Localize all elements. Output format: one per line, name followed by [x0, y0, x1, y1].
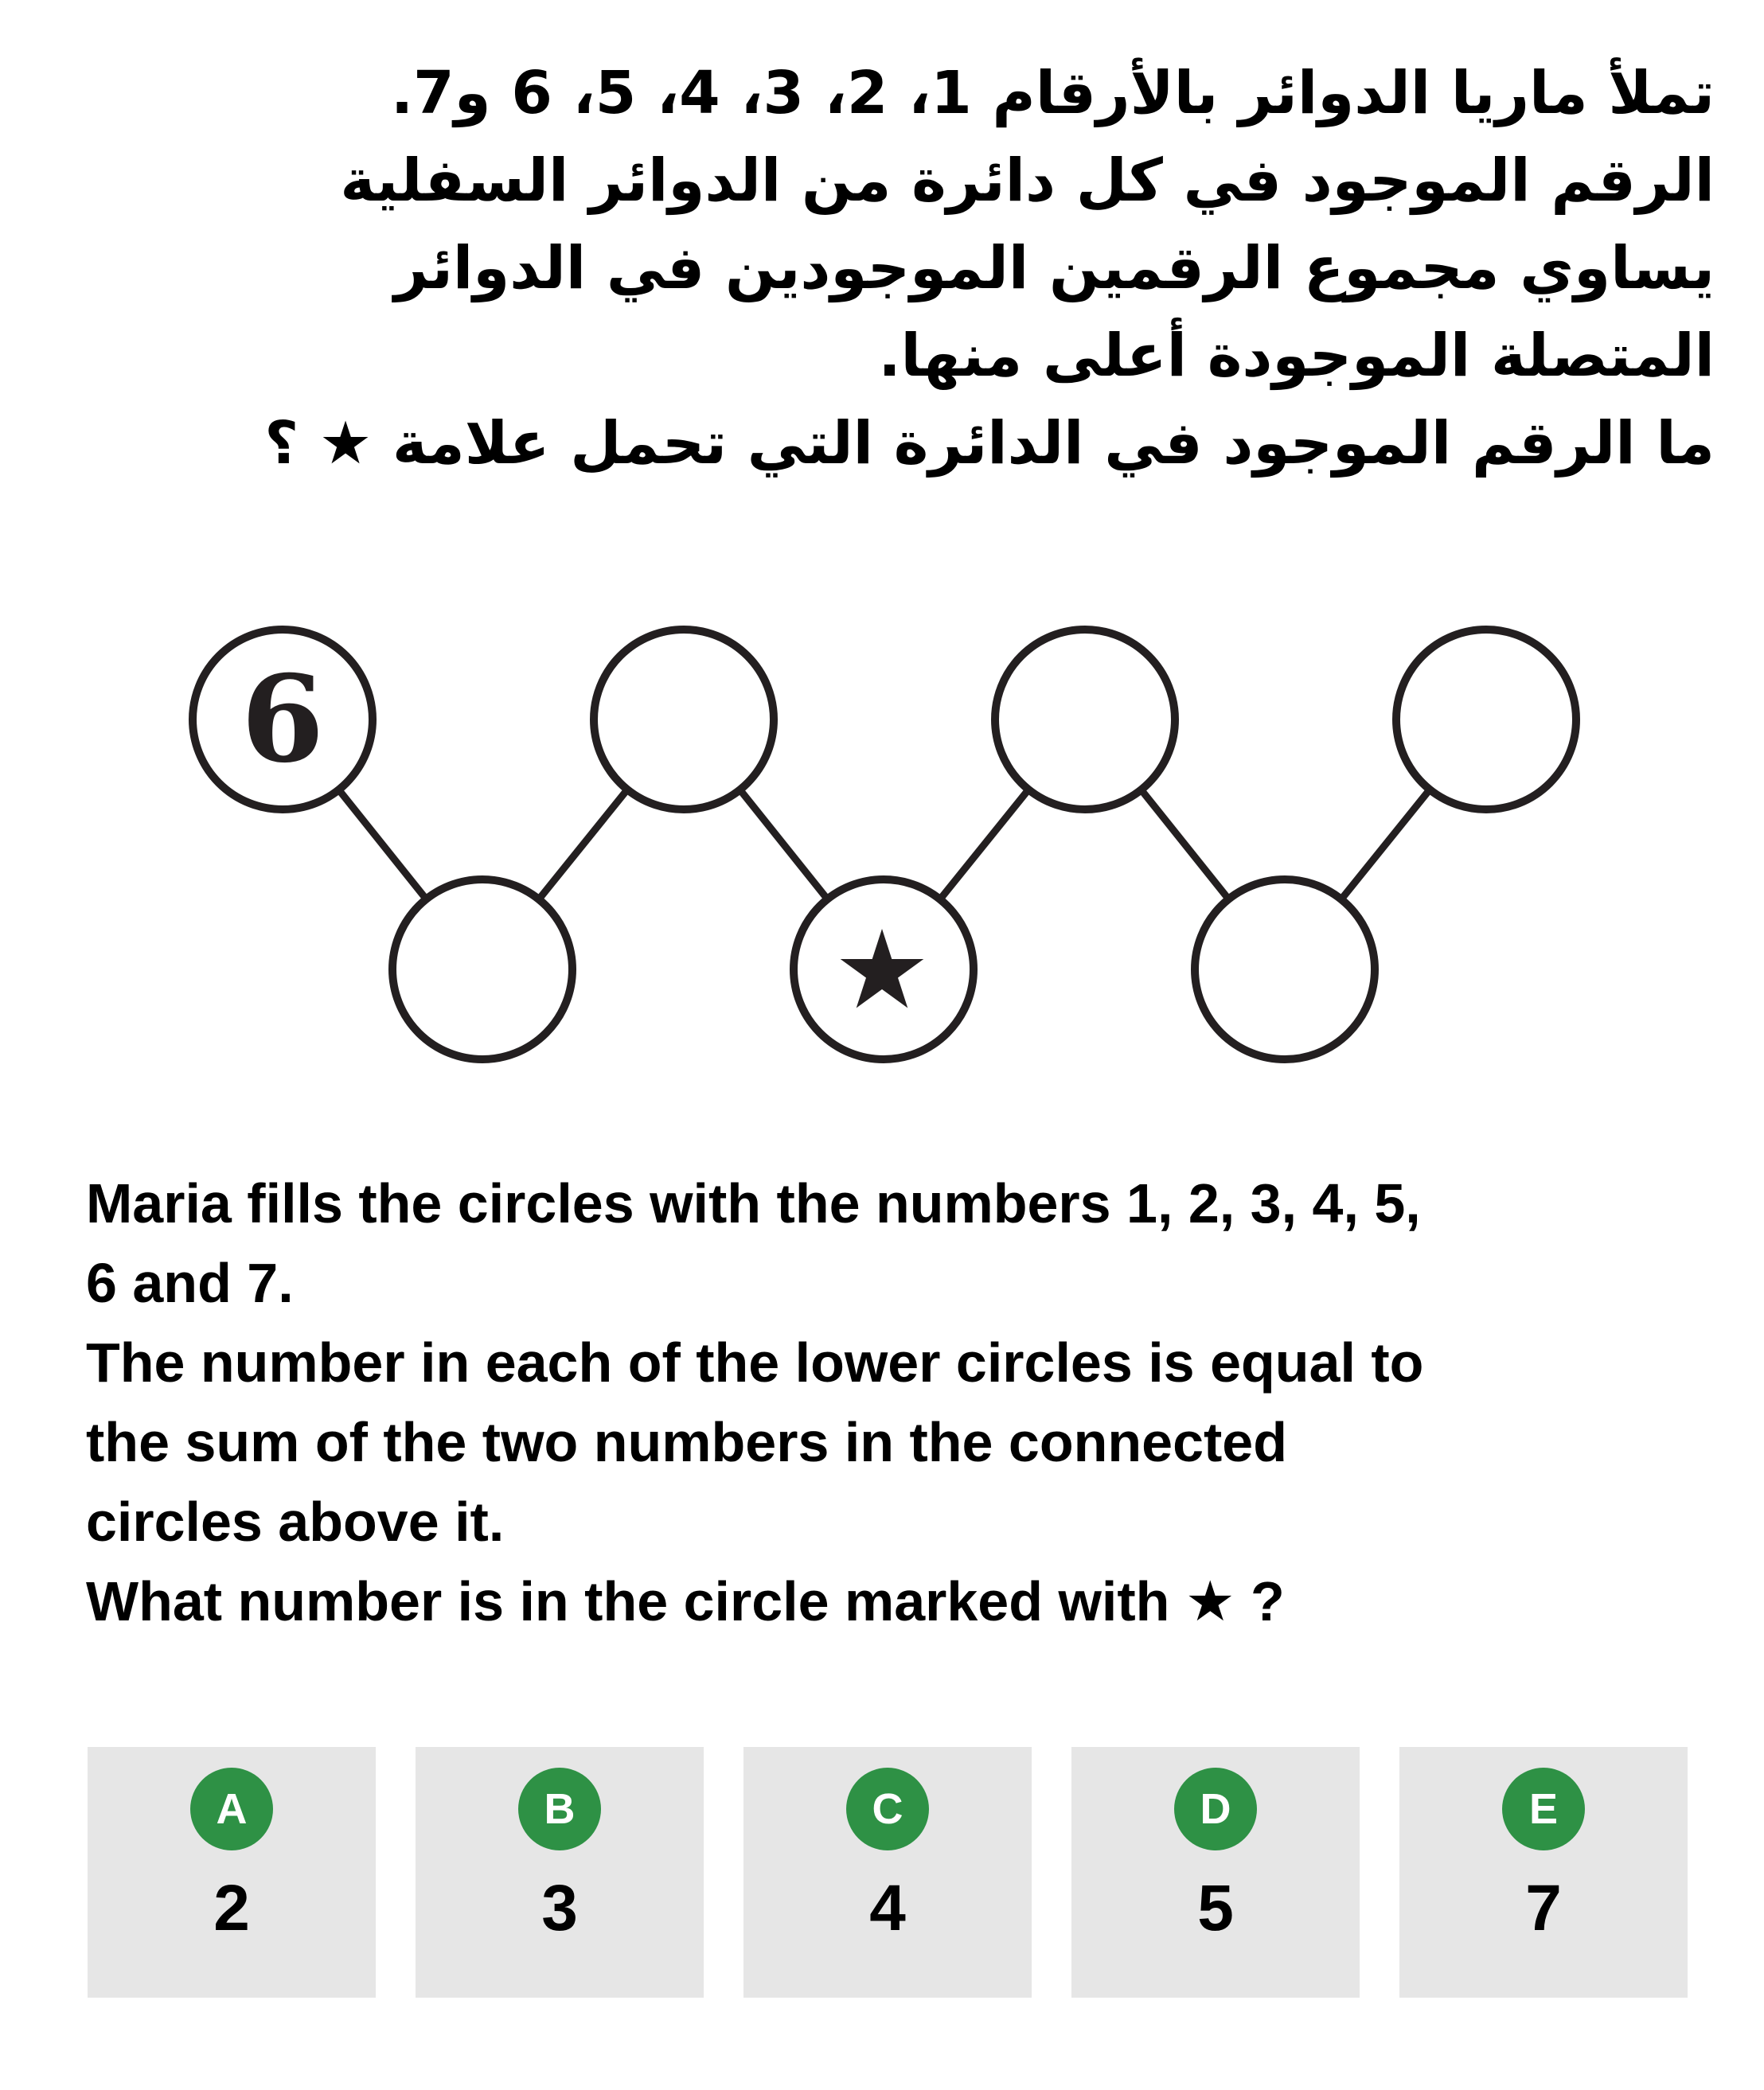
english-problem-text — [86, 1164, 1716, 1641]
bottom-1-circle — [392, 879, 572, 1059]
option-box-b[interactable] — [416, 1747, 704, 1998]
option-value-c: 4 — [869, 1872, 906, 1944]
option-letter-badge-d: D — [1174, 1768, 1257, 1850]
english-text-line: circles above it. — [86, 1491, 505, 1553]
arabic-text-line: ما الرقم الموجود في الدائرة التي تحمل علامة ★ ؟ — [264, 409, 1715, 478]
english-text-line: What number is in the circle marked with ★ ? — [86, 1570, 1285, 1632]
option-value-b: 3 — [541, 1872, 578, 1944]
option-value-a: 2 — [213, 1872, 250, 1944]
answer-options-row — [88, 1747, 1688, 1998]
bottom-3-circle — [1195, 879, 1375, 1059]
option-value-e: 7 — [1525, 1872, 1562, 1944]
option-letter-badge-e: E — [1502, 1768, 1585, 1850]
top-3-circle — [995, 630, 1175, 809]
arabic-text-line: الرقم الموجود في كل دائرة من الدوائر السفلية — [340, 146, 1715, 215]
option-box-c[interactable] — [743, 1747, 1032, 1998]
option-letter-badge-c: C — [846, 1768, 929, 1850]
top-4-circle — [1396, 630, 1576, 809]
top-2-circle — [594, 630, 774, 809]
option-box-e[interactable] — [1399, 1747, 1688, 1998]
option-box-d[interactable] — [1071, 1747, 1360, 1998]
arabic-text-line: المتصلة الموجودة أعلى منها. — [878, 322, 1715, 390]
english-text-line: Maria fills the circles with the numbers 1, 2, 3, 4, 5, — [86, 1172, 1421, 1234]
option-box-a[interactable] — [88, 1747, 376, 1998]
english-text-line: 6 and 7. — [86, 1252, 294, 1314]
circle-number-label: 6 — [240, 649, 325, 790]
arabic-text-line: يساوي مجموع الرقمين الموجودين في الدوائر — [394, 234, 1715, 302]
arabic-text-line: تملأ ماريا الدوائر بالأرقام 1، 2، 3، 4، 5، 6 و7. — [390, 59, 1715, 127]
option-value-d: 5 — [1197, 1872, 1234, 1944]
option-letter-badge-b: B — [518, 1768, 601, 1850]
option-letter-badge-a: A — [190, 1768, 273, 1850]
english-text-line: The number in each of the lower circles is equal to — [86, 1332, 1424, 1394]
english-text-line: the sum of the two numbers in the connected — [86, 1411, 1287, 1473]
